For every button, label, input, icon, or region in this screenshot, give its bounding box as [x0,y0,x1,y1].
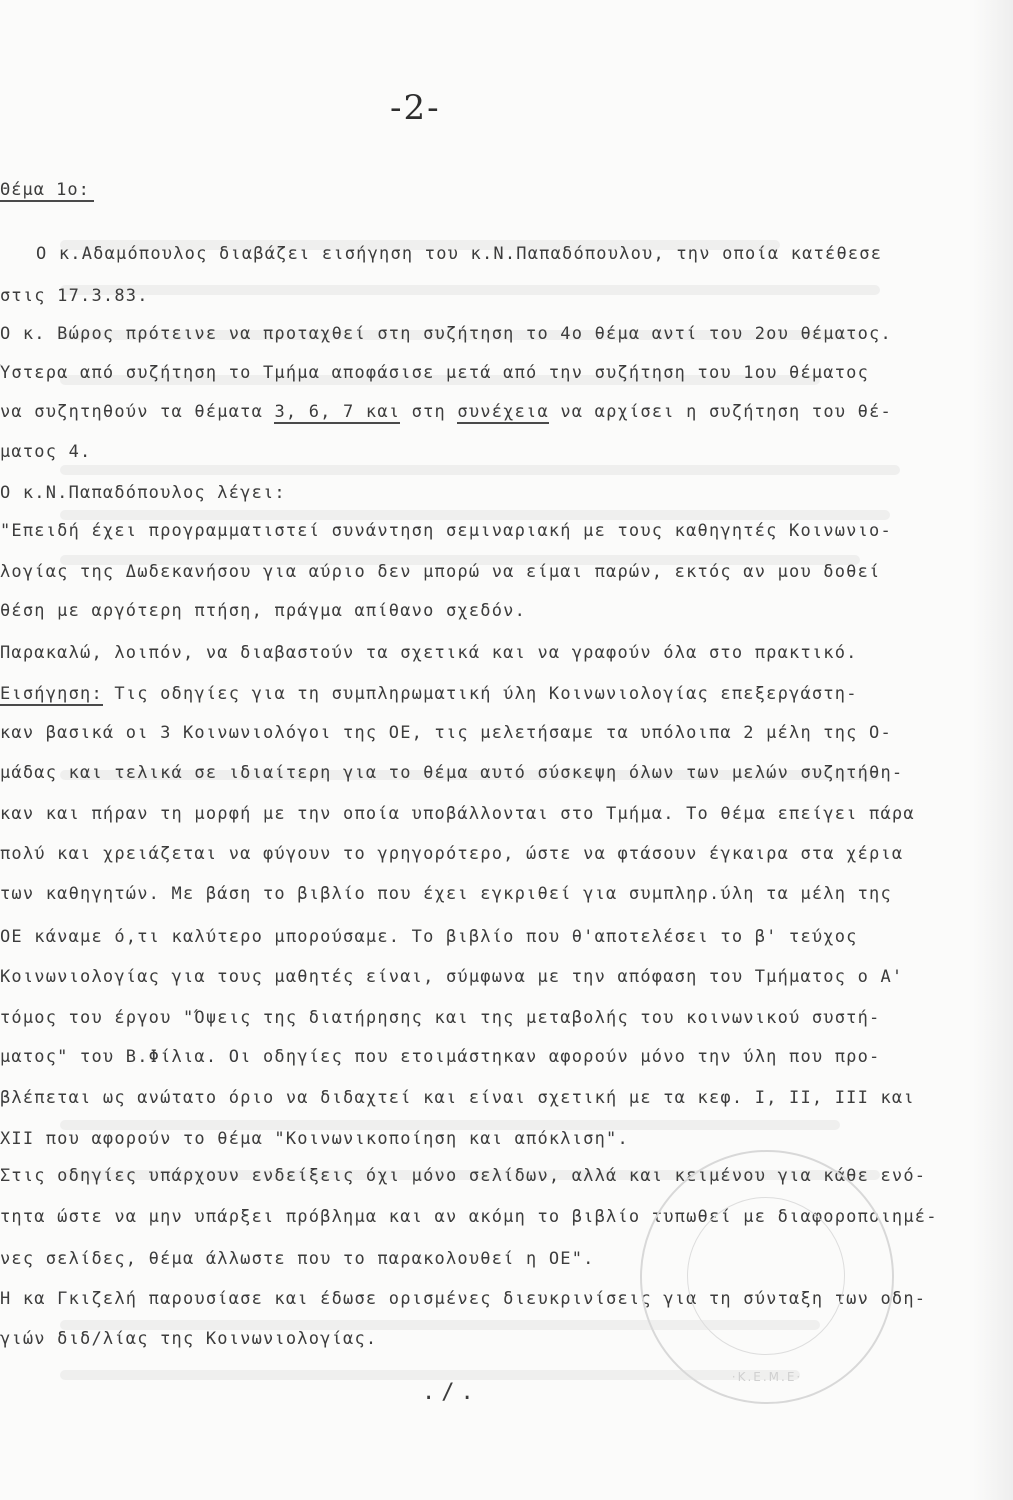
text-line [0,683,858,705]
bleed-line [60,510,890,520]
text-line: καν και πήραν τη μορφή με την οποία υποβάλλονται στο Τμήμα. Το θέμα επείγει πάρα [0,804,915,824]
text-line: λογίας της Δωδεκανήσου για αύριο δεν μπορώ να είμαι παρών, εκτός αν μου δοθεί [0,562,881,582]
text-line: στις 17.3.83. [0,286,149,306]
underlined-text: 3, 6, 7 και [274,402,401,422]
page-edge-shadow [973,0,1013,1500]
text-line: των καθηγητών. Με βάση το βιβλίο που έχει εγκριθεί για συμπληρ.ύλη τα μέλη της [0,884,892,904]
text-line: ΟΕ κάναμε ό,τι καλύτερο μπορούσαμε. Το βιβλίο που θ'αποτελέσει το β' τεύχος [0,927,858,947]
text-fragment: Τις οδηγίες για τη συμπληρωματική ύλη Κοινωνιολογίας επεξεργάστη- [102,684,858,704]
official-stamp [640,1150,894,1404]
text-line: ματος 4. [0,442,92,462]
text-line: καν βασικά οι 3 Κοινωνιολόγοι της ΟΕ, τις μελετήσαμε τα υπόλοιπα 2 μέλη της Ο- [0,723,892,743]
page-number: -2- [390,88,441,128]
text-line: πολύ και χρειάζεται να φύγουν το γρηγορότερο, ώστε να φτάσουν έγκαιρα στα χέρια [0,844,904,864]
eisigisi-label: Εισήγηση: [0,684,103,704]
text-fragment: να αρχίσει η συζήτηση του θέ- [548,402,892,422]
text-line: Στις οδηγίες υπάρχουν ενδείξεις όχι μόνο σελίδων, αλλά και κειμένου για κάθε ενό- [0,1166,927,1186]
text-fragment: στη [400,402,458,422]
text-fragment: να συζητηθούν τα θέματα [0,402,275,422]
text-line [0,401,892,423]
text-line: Η κα Γκιζελή παρουσίασε και έδωσε ορισμένες διευκρινίσεις για τη σύνταξη των οδη- [0,1289,927,1309]
text-line: Ύστερα από συζήτηση το Τμήμα αποφάσισε μετά από την συζήτηση του 1ου θέματος [0,363,870,383]
text-line: Ο κ. Βώρος πρότεινε να προταχθεί στη συζήτηση το 4ο θέμα αντί του 2ου θέματος. [0,324,892,344]
bleed-line [60,285,880,295]
bleed-line [60,465,900,475]
continuation-mark: ./. [422,1380,480,1405]
text-line: Ο κ.Ν.Παπαδόπουλος λέγει: [0,483,286,503]
underlined-text: συνέχεια [457,402,549,422]
text-line: Παρακαλώ, λοιπόν, να διαβαστούν τα σχετικά και να γραφούν όλα στο πρακτικό. [0,643,858,663]
text-line: νες σελίδες, θέμα άλλωστε που το παρακολουθεί η ΟΕ". [0,1249,595,1269]
text-line: Ο κ.Αδαμόπουλος διαβάζει εισήγηση του κ.Ν.Παπαδόπουλου, την οποία κατέθεσε [36,244,883,264]
stamp-code: ·K.E.M.E· [731,1370,803,1384]
text-line: βλέπεται ως ανώτατο όριο να διδαχτεί και είναι σχετική με τα κεφ. I, II, III και [0,1088,915,1108]
text-line: θέση με αργότερη πτήση, πράγμα απίθανο σχεδόν. [0,601,527,621]
text-line: τητα ώστε να μην υπάρξει πρόβλημα και αν ακόμη το βιβλίο τυπωθεί με διαφοροποιημέ- [0,1207,938,1227]
text-line: ματος" του Β.Φίλια. Οι οδηγίες που ετοιμάστηκαν αφορούν μόνο την ύλη που προ- [0,1047,881,1067]
text-line: "Επειδή έχει προγραμματιστεί συνάντηση σεμιναριακή με τους καθηγητές Κοινωνιο- [0,521,892,541]
text-line: τόμος του έργου "Όψεις της διατήρησης και της μεταβολής του κοινωνικού συστή- [0,1008,881,1028]
text-line: γιών διδ/λίας της Κοινωνιολογίας. [0,1329,378,1349]
text-line: Κοινωνιολογίας για τους μαθητές είναι, σύμφωνα με την απόφαση του Τμήματος ο Α' [0,967,904,987]
section-heading: Θέμα 1ο: [0,180,94,202]
text-line: XII που αφορούν το θέμα "Κοινωνικοποίηση και απόκλιση". [0,1129,629,1149]
text-line: μάδας και τελικά σε ιδιαίτερη για το θέμα αυτό σύσκεψη όλων των μελών συζητήθη- [0,763,904,783]
